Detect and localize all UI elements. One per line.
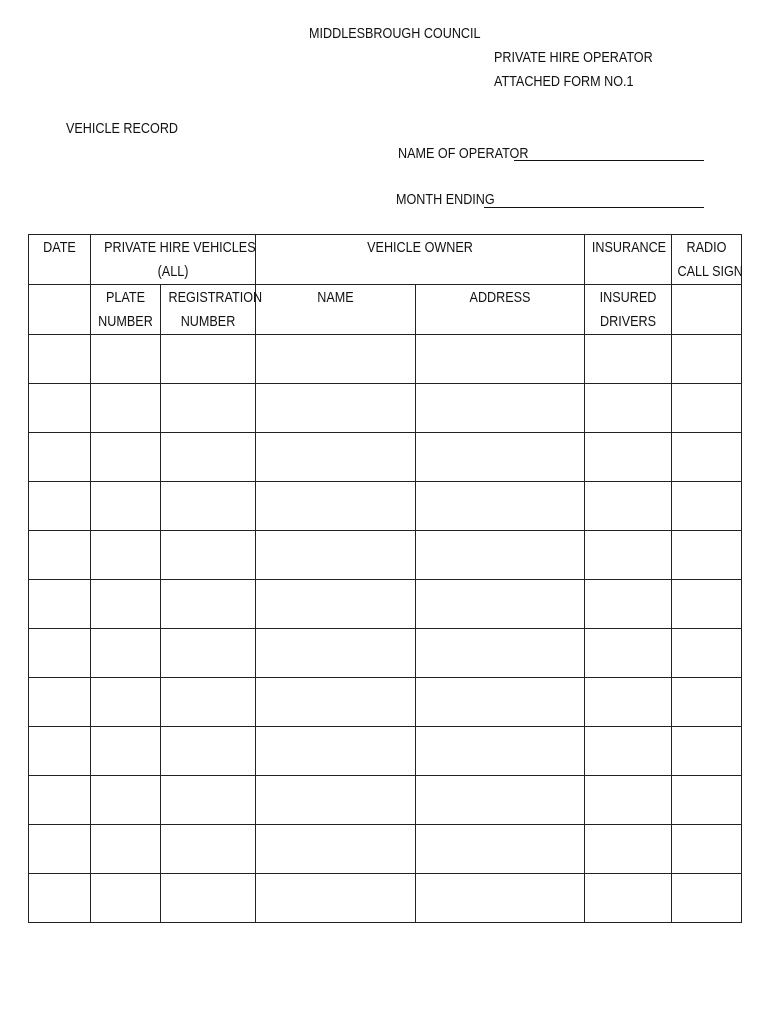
cell-radio-call-sign[interactable] <box>672 727 742 776</box>
cell-date[interactable] <box>29 629 91 678</box>
cell-radio-call-sign[interactable] <box>672 580 742 629</box>
cell-date[interactable] <box>29 580 91 629</box>
subheader-address: ADDRESS <box>416 285 585 335</box>
table-row <box>29 678 742 727</box>
cell-insured-drivers[interactable] <box>585 433 672 482</box>
record-title: VEHICLE RECORD <box>66 120 179 137</box>
month-ending-label: MONTH ENDING <box>396 191 495 208</box>
cell-owner-name[interactable] <box>256 727 416 776</box>
cell-owner-name[interactable] <box>256 384 416 433</box>
subheader-date-blank <box>29 285 91 335</box>
cell-radio-call-sign[interactable] <box>672 678 742 727</box>
cell-registration-number[interactable] <box>161 776 256 825</box>
cell-registration-number[interactable] <box>161 531 256 580</box>
cell-owner-address[interactable] <box>416 384 585 433</box>
table-row <box>29 482 742 531</box>
cell-insured-drivers[interactable] <box>585 384 672 433</box>
cell-registration-number[interactable] <box>161 580 256 629</box>
cell-insured-drivers[interactable] <box>585 776 672 825</box>
cell-registration-number[interactable] <box>161 335 256 384</box>
cell-date[interactable] <box>29 825 91 874</box>
table-row <box>29 727 742 776</box>
cell-owner-address[interactable] <box>416 531 585 580</box>
cell-owner-address[interactable] <box>416 335 585 384</box>
council-name: MIDDLESBROUGH COUNCIL <box>309 25 481 42</box>
cell-owner-name[interactable] <box>256 531 416 580</box>
month-ending-field[interactable] <box>484 207 704 208</box>
cell-insured-drivers[interactable] <box>585 678 672 727</box>
cell-owner-address[interactable] <box>416 727 585 776</box>
cell-insured-drivers[interactable] <box>585 874 672 923</box>
cell-registration-number[interactable] <box>161 629 256 678</box>
cell-radio-call-sign[interactable] <box>672 531 742 580</box>
header-vehicle-owner: VEHICLE OWNER <box>256 235 585 285</box>
cell-date[interactable] <box>29 727 91 776</box>
vehicle-record-table <box>28 234 742 923</box>
cell-insured-drivers[interactable] <box>585 825 672 874</box>
table-row <box>29 335 742 384</box>
operator-name-field[interactable] <box>514 160 704 161</box>
cell-insured-drivers[interactable] <box>585 727 672 776</box>
cell-radio-call-sign[interactable] <box>672 482 742 531</box>
cell-registration-number[interactable] <box>161 825 256 874</box>
cell-registration-number[interactable] <box>161 727 256 776</box>
cell-insured-drivers[interactable] <box>585 335 672 384</box>
cell-plate-number[interactable] <box>91 531 161 580</box>
table-row <box>29 433 742 482</box>
subheader-name: NAME <box>256 285 416 335</box>
subheader-insured-drivers: INSURED DRIVERS <box>585 285 672 335</box>
table-subheader-row <box>29 285 742 335</box>
header-insurance: INSURANCE <box>585 235 672 285</box>
cell-registration-number[interactable] <box>161 384 256 433</box>
cell-date[interactable] <box>29 776 91 825</box>
subheader-radio-blank <box>672 285 742 335</box>
cell-radio-call-sign[interactable] <box>672 874 742 923</box>
cell-registration-number[interactable] <box>161 874 256 923</box>
cell-owner-name[interactable] <box>256 874 416 923</box>
cell-owner-address[interactable] <box>416 482 585 531</box>
cell-owner-name[interactable] <box>256 678 416 727</box>
cell-owner-name[interactable] <box>256 482 416 531</box>
cell-date[interactable] <box>29 678 91 727</box>
table-row <box>29 531 742 580</box>
operator-name-label: NAME OF OPERATOR <box>398 145 529 162</box>
cell-radio-call-sign[interactable] <box>672 825 742 874</box>
cell-owner-name[interactable] <box>256 433 416 482</box>
cell-date[interactable] <box>29 433 91 482</box>
cell-plate-number[interactable] <box>91 825 161 874</box>
cell-plate-number[interactable] <box>91 482 161 531</box>
cell-radio-call-sign[interactable] <box>672 629 742 678</box>
cell-owner-name[interactable] <box>256 335 416 384</box>
cell-owner-address[interactable] <box>416 678 585 727</box>
cell-registration-number[interactable] <box>161 433 256 482</box>
cell-insured-drivers[interactable] <box>585 580 672 629</box>
cell-insured-drivers[interactable] <box>585 531 672 580</box>
table-row <box>29 825 742 874</box>
cell-plate-number[interactable] <box>91 433 161 482</box>
cell-plate-number[interactable] <box>91 580 161 629</box>
cell-date[interactable] <box>29 482 91 531</box>
cell-owner-address[interactable] <box>416 433 585 482</box>
cell-owner-name[interactable] <box>256 776 416 825</box>
cell-date[interactable] <box>29 531 91 580</box>
cell-radio-call-sign[interactable] <box>672 433 742 482</box>
header-date: DATE <box>29 235 91 285</box>
cell-radio-call-sign[interactable] <box>672 776 742 825</box>
cell-owner-name[interactable] <box>256 825 416 874</box>
cell-owner-address[interactable] <box>416 874 585 923</box>
operator-type-heading: PRIVATE HIRE OPERATOR <box>494 49 653 66</box>
form-number: ATTACHED FORM NO.1 <box>494 73 634 90</box>
cell-plate-number[interactable] <box>91 727 161 776</box>
table-row <box>29 629 742 678</box>
header-private-hire-vehicles: PRIVATE HIRE VEHICLES (ALL) <box>91 235 256 285</box>
cell-radio-call-sign[interactable] <box>672 335 742 384</box>
cell-owner-address[interactable] <box>416 776 585 825</box>
subheader-registration-number: REGISTRATION NUMBER <box>161 285 256 335</box>
table-row <box>29 874 742 923</box>
cell-owner-address[interactable] <box>416 825 585 874</box>
cell-insured-drivers[interactable] <box>585 482 672 531</box>
table-row <box>29 580 742 629</box>
cell-date[interactable] <box>29 335 91 384</box>
cell-plate-number[interactable] <box>91 384 161 433</box>
cell-owner-address[interactable] <box>416 580 585 629</box>
cell-plate-number[interactable] <box>91 629 161 678</box>
cell-date[interactable] <box>29 874 91 923</box>
table-row <box>29 776 742 825</box>
cell-date[interactable] <box>29 384 91 433</box>
cell-plate-number[interactable] <box>91 335 161 384</box>
cell-owner-name[interactable] <box>256 629 416 678</box>
cell-registration-number[interactable] <box>161 678 256 727</box>
table-header-row <box>29 235 742 285</box>
cell-insured-drivers[interactable] <box>585 629 672 678</box>
cell-plate-number[interactable] <box>91 678 161 727</box>
subheader-plate-number: PLATE NUMBER <box>91 285 161 335</box>
cell-owner-name[interactable] <box>256 580 416 629</box>
table-row <box>29 384 742 433</box>
cell-plate-number[interactable] <box>91 874 161 923</box>
header-radio-call-sign: RADIO CALL SIGN <box>672 235 742 285</box>
cell-radio-call-sign[interactable] <box>672 384 742 433</box>
cell-plate-number[interactable] <box>91 776 161 825</box>
cell-owner-address[interactable] <box>416 629 585 678</box>
cell-registration-number[interactable] <box>161 482 256 531</box>
